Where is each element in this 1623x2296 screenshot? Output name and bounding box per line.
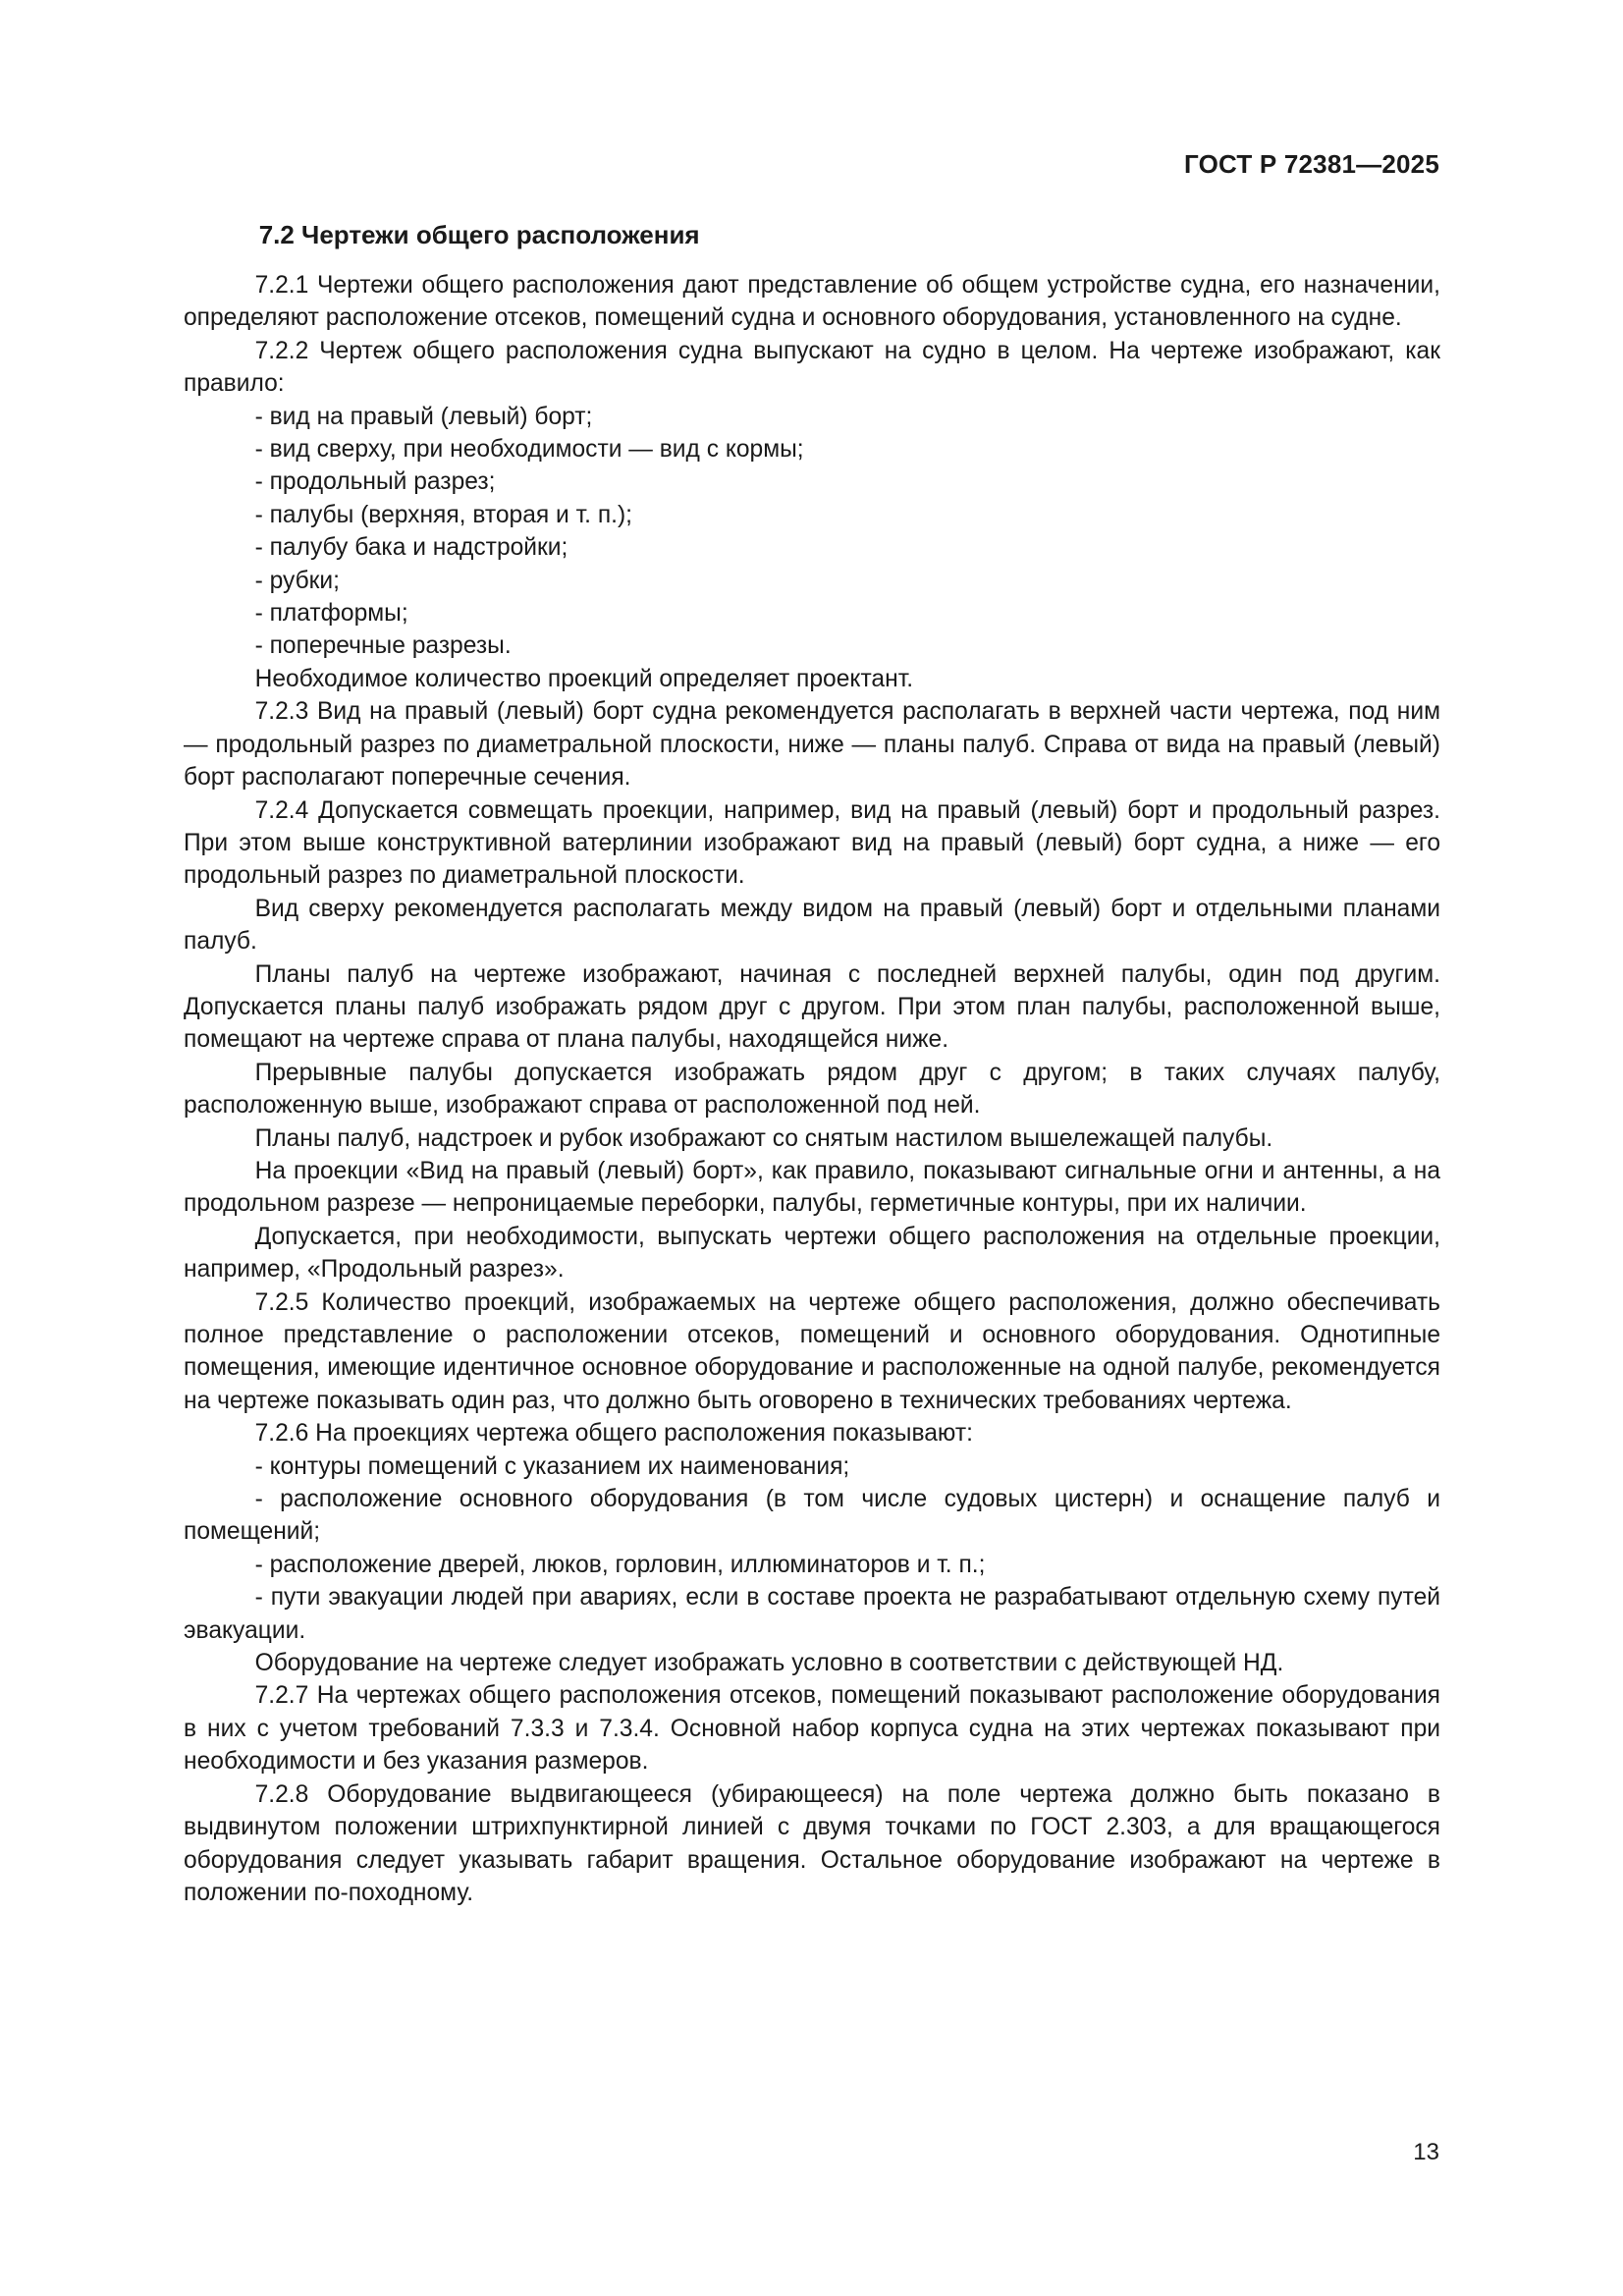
- section-title: 7.2 Чертежи общего расположения: [258, 220, 700, 249]
- list-item: - вид сверху, при необходимости — вид с кормы;: [255, 433, 1440, 465]
- paragraph-separate-projections: Допускается, при необходимости, выпускать чертежи общего расположения на отдельные проекции, например, «Продольный разрез».: [184, 1223, 1440, 1284]
- list-item: - платформы;: [255, 597, 1440, 629]
- paragraph-broken-decks: Прерывные палубы допускается изображать рядом друг с другом; в таких случаях палубу, расположенную выше, изображают справа от расположенной под ней.: [184, 1059, 1440, 1120]
- list-7-2-6: [184, 1450, 1440, 1647]
- paragraph-equipment: Оборудование на чертеже следует изображать условно в соответствии с действующей НД.: [254, 1650, 1284, 1677]
- list-item-text: расположение дверей, люков, горловин, иллюминаторов и т. п.;: [269, 1551, 986, 1578]
- list-item-text: контуры помещений с указанием их наименования;: [269, 1452, 850, 1480]
- list-item: - контуры помещений с указанием их наименования;: [254, 1452, 850, 1480]
- paragraph-7-2-5: 7.2.5 Количество проекций, изображаемых на чертеже общего расположения, должно обеспечивать полное представление о расположении отсеков, помещений и основного оборудования. Однотипные помещения, имеющие идентичное основное оборудование и расположенные на одной палубе, рекомендуется на чертеже показывать один раз, что должно быть оговорено в технических требованиях чертежа.: [184, 1288, 1440, 1414]
- list-item: - расположение основного оборудования (в том числе судовых цистерн) и оснащение палуб и помещений;: [184, 1486, 1440, 1546]
- paragraph-7-2-3: 7.2.3 Вид на правый (левый) борт судна рекомендуется располагать в верхней части чертежа, под ним — продольный разрез по диаметральной плоскости, ниже — планы палуб. Справа от вида на правый (левый) борт располагают поперечные сечения.: [184, 698, 1440, 792]
- list-item: - пути эвакуации людей при авариях, если в составе проекта не разрабатывают отдельную схему путей эвакуации.: [184, 1584, 1440, 1644]
- document-code: ГОСТ Р 72381—2025: [1184, 149, 1439, 179]
- paragraph-superstructures: Планы палуб, надстроек и рубок изображают со снятым настилом вышележащей палубы.: [254, 1124, 1273, 1152]
- paragraph-deck-plans: Планы палуб на чертеже изображают, начиная с последней верхней палубы, один под другим. Допускается планы палуб изображать рядом друг с другом. При этом план палубы, расположенной выше, помещают на чертеже справа от плана палубы, находящейся ниже.: [184, 960, 1440, 1054]
- list-item: - вид на правый (левый) борт;: [255, 401, 1440, 433]
- list-item: - расположение дверей, люков, горловин, иллюминаторов и т. п.;: [254, 1551, 986, 1578]
- list-7-2-2: [184, 401, 1440, 663]
- list-item-text: расположение основного оборудования (в том числе судовых цистерн) и оснащение палуб и помещений;: [184, 1486, 1440, 1546]
- list-item: - рубки;: [255, 565, 1440, 597]
- paragraph-top-view: Вид сверху рекомендуется располагать между видом на правый (левый) борт и отдельными планами палуб.: [184, 895, 1440, 956]
- paragraph-7-2-7: 7.2.7 На чертежах общего расположения отсеков, помещений показывают расположение оборудования в них с учетом требований 7.3.3 и 7.3.4. Основной набор корпуса судна на этих чертежах показывают при необходимости и без указания размеров.: [184, 1682, 1440, 1776]
- list-item: - поперечные разрезы.: [255, 629, 1440, 662]
- paragraph-7-2-4: 7.2.4 Допускается совмещать проекции, например, вид на правый (левый) борт и продольный разрез. При этом выше конструктивной ватерлинии изображают вид на правый (левый) борт судна, а ниже — его продольный разрез по диаметральной плоскости.: [184, 796, 1440, 890]
- list-item-text: пути эвакуации людей при авариях, если в составе проекта не разрабатывают отдельную схему путей эвакуации.: [184, 1584, 1440, 1644]
- paragraph-7-2-2: 7.2.2 Чертеж общего расположения судна выпускают на судно в целом. На чертеже изображают, как правило:: [184, 337, 1440, 398]
- page-number: 13: [1413, 2139, 1439, 2165]
- list-item: - палубы (верхняя, вторая и т. п.);: [255, 499, 1440, 531]
- paragraph-projections: Необходимое количество проекций определяет проектант.: [254, 665, 914, 692]
- list-item: - продольный разрез;: [255, 465, 1440, 498]
- paragraph-7-2-8: 7.2.8 Оборудование выдвигающееся (убирающееся) на поле чертежа должно быть показано в выдвинутом положении штрихпунктирной линией с двумя точками по ГОСТ 2.303, а для вращающегося оборудования следует указывать габарит вращения. Остальное оборудование изображают на чертеже в положении по-походному.: [184, 1780, 1440, 1906]
- paragraph-7-2-6: 7.2.6 На проекциях чертежа общего расположения показывают:: [254, 1420, 973, 1448]
- document-body: [184, 218, 1440, 1909]
- paragraph-7-2-1: 7.2.1 Чертежи общего расположения дают представление об общем устройстве судна, его назначении, определяют расположение отсеков, помещений судна и основного оборудования, установленного на судне.: [184, 272, 1440, 332]
- list-item: - палубу бака и надстройки;: [255, 531, 1440, 564]
- paragraph-side-view: На проекции «Вид на правый (левый) борт», как правило, показывают сигнальные огни и антенны, а на продольном разрезе — непроницаемые переборки, палубы, герметичные контуры, при их наличии.: [184, 1157, 1440, 1218]
